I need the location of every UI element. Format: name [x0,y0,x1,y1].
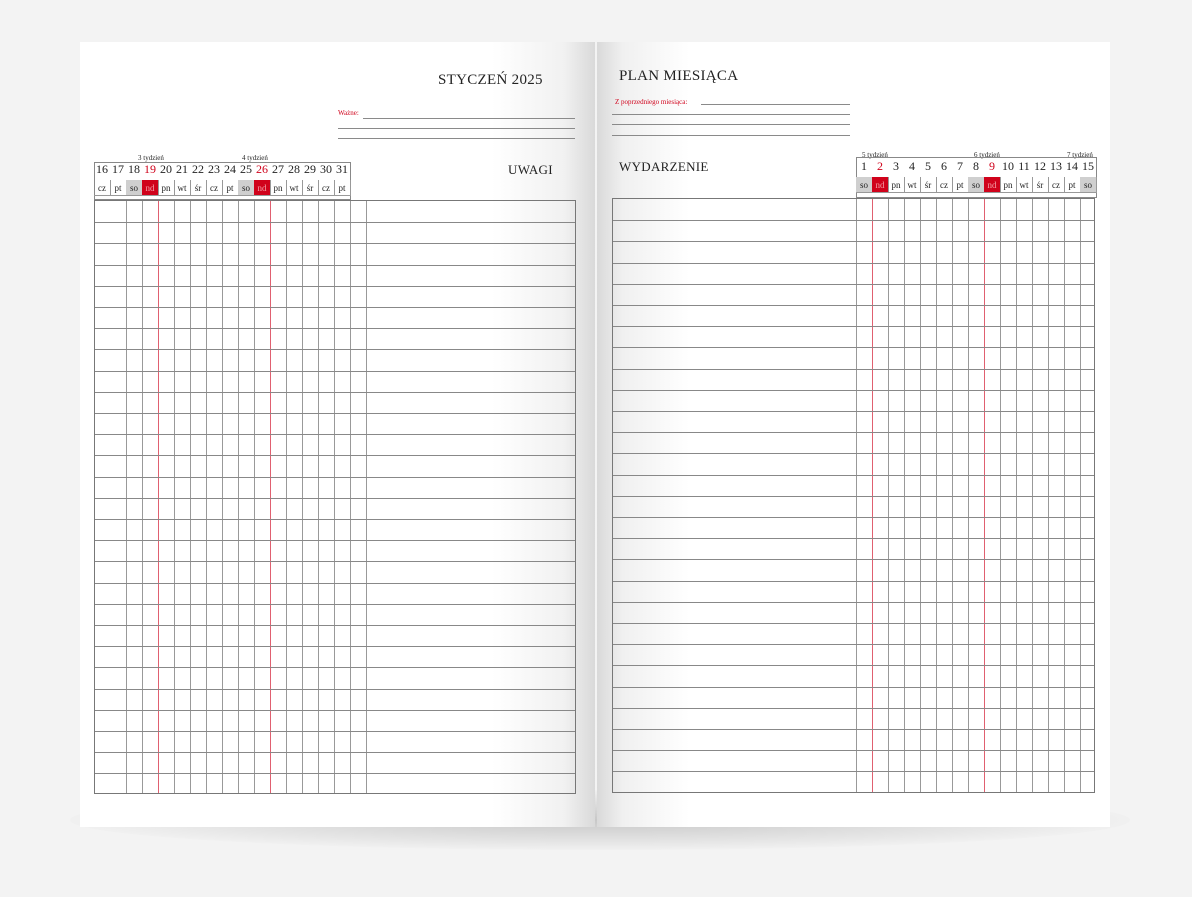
week-label: 7 tydzień [1067,151,1093,159]
planner-grid [94,200,576,794]
week-label: 6 tydzień [974,151,1000,159]
day-of-week: pt [334,180,351,196]
grid-row-line [95,392,575,393]
day-of-week: pt [110,180,127,196]
day-of-week: cz [318,180,335,196]
grid-row-line [613,263,1094,264]
day-number: 1 [861,159,867,173]
grid-row-line [95,731,575,732]
day-of-week: so [968,177,985,193]
day-number: 24 [224,162,236,176]
grid-row-line [95,286,575,287]
day-of-week: cz [1048,177,1065,193]
grid-row-line [95,477,575,478]
carryover-line [701,104,850,105]
day-number: 28 [288,162,300,176]
day-of-week: pn [1000,177,1017,193]
grid-row-line [613,390,1094,391]
grid-row-line [613,644,1094,645]
grid-row-line [613,517,1094,518]
day-number: 21 [176,162,188,176]
day-number: 13 [1050,159,1062,173]
day-of-week: pt [952,177,969,193]
day-number: 5 [925,159,931,173]
grid-row-line [95,646,575,647]
day-number: 14 [1066,159,1078,173]
grid-row-line [95,328,575,329]
day-number: 12 [1034,159,1046,173]
grid-row-line [95,710,575,711]
day-number: 23 [208,162,220,176]
grid-row-line [613,729,1094,730]
notes-heading: UWAGI [508,162,553,177]
day-of-week: śr [190,180,207,196]
plan-title: PLAN MIESIĄCA [619,68,739,84]
day-of-week: cz [94,180,111,196]
grid-row-line [95,604,575,605]
carryover-line [612,135,850,136]
day-of-week: wt [904,177,921,193]
day-number: 30 [320,162,332,176]
grid-row-line [95,455,575,456]
day-number: 7 [957,159,963,173]
grid-row-line [613,623,1094,624]
day-of-week: nd [142,180,159,196]
day-number: 6 [941,159,947,173]
day-of-week: cz [936,177,953,193]
grid-row-line [613,602,1094,603]
day-of-week: nd [984,177,1001,193]
day-of-week: so [1080,177,1097,193]
day-number: 27 [272,162,284,176]
grid-row-line [95,265,575,266]
left-page [80,42,595,827]
grid-row-line [613,305,1094,306]
day-number: 2 [877,159,883,173]
day-of-week: wt [1016,177,1033,193]
day-of-week: nd [254,180,271,196]
grid-row-line [613,665,1094,666]
events-heading: WYDARZENIE [619,159,709,174]
day-of-week: nd [872,177,889,193]
grid-row-line [95,434,575,435]
notes-label: Ważne: [338,109,359,117]
day-number: 4 [909,159,915,173]
grid-row-line [95,222,575,223]
notes-line [363,118,575,119]
grid-row-line [613,750,1094,751]
day-number: 9 [989,159,995,173]
day-number: 29 [304,162,316,176]
grid-row-line [613,453,1094,454]
day-number: 16 [96,162,108,176]
grid-row-line [95,625,575,626]
day-number: 3 [893,159,899,173]
day-number: 19 [144,162,156,176]
grid-row-line [613,284,1094,285]
day-number: 11 [1018,159,1030,173]
grid-row-line [613,475,1094,476]
grid-row-line [95,540,575,541]
day-number: 31 [336,162,348,176]
week-label: 5 tydzień [862,151,888,159]
grid-row-line [95,307,575,308]
grid-row-line [613,369,1094,370]
grid-row-line [613,347,1094,348]
grid-row-line [613,708,1094,709]
grid-row-line [95,667,575,668]
day-of-week: pn [270,180,287,196]
grid-row-line [613,538,1094,539]
notes-line [338,138,575,139]
day-number: 22 [192,162,204,176]
day-of-week: pt [1064,177,1081,193]
planner-grid [612,198,1095,793]
day-of-week: wt [174,180,191,196]
day-of-week: pn [158,180,175,196]
day-number: 18 [128,162,140,176]
grid-row-line [95,689,575,690]
grid-row-line [613,432,1094,433]
day-number: 15 [1082,159,1094,173]
grid-row-line [95,583,575,584]
day-of-week: pt [222,180,239,196]
grid-row-line [613,411,1094,412]
grid-row-line [613,559,1094,560]
grid-row-line [613,771,1094,772]
grid-row-line [613,581,1094,582]
grid-row-line [95,519,575,520]
day-of-week: so [856,177,873,193]
week-label: 4 tydzień [242,154,268,162]
grid-row-line [95,413,575,414]
day-number: 17 [112,162,124,176]
grid-row-line [613,220,1094,221]
day-of-week: so [126,180,143,196]
carryover-line [612,114,850,115]
grid-row-line [613,496,1094,497]
carryover-line [612,124,850,125]
day-of-week: so [238,180,255,196]
day-of-week: śr [920,177,937,193]
day-of-week: śr [302,180,319,196]
grid-row-line [613,326,1094,327]
day-of-week: wt [286,180,303,196]
day-of-week: pn [888,177,905,193]
grid-row-line [95,498,575,499]
carryover-label: Z poprzedniego miesiąca: [615,98,688,106]
day-of-week: cz [206,180,223,196]
grid-row-line [95,752,575,753]
grid-row-line [95,773,575,774]
day-number: 25 [240,162,252,176]
day-number: 10 [1002,159,1014,173]
notes-line [338,128,575,129]
grid-row-line [95,243,575,244]
grid-row-line [613,687,1094,688]
grid-row-line [95,349,575,350]
day-of-week: śr [1032,177,1049,193]
day-number: 8 [973,159,979,173]
month-title: STYCZEŃ 2025 [438,72,543,88]
right-page [597,42,1110,827]
grid-row-line [613,241,1094,242]
day-number: 26 [256,162,268,176]
day-number: 20 [160,162,172,176]
grid-row-line [95,561,575,562]
grid-row-line [95,371,575,372]
week-label: 3 tydzień [138,154,164,162]
